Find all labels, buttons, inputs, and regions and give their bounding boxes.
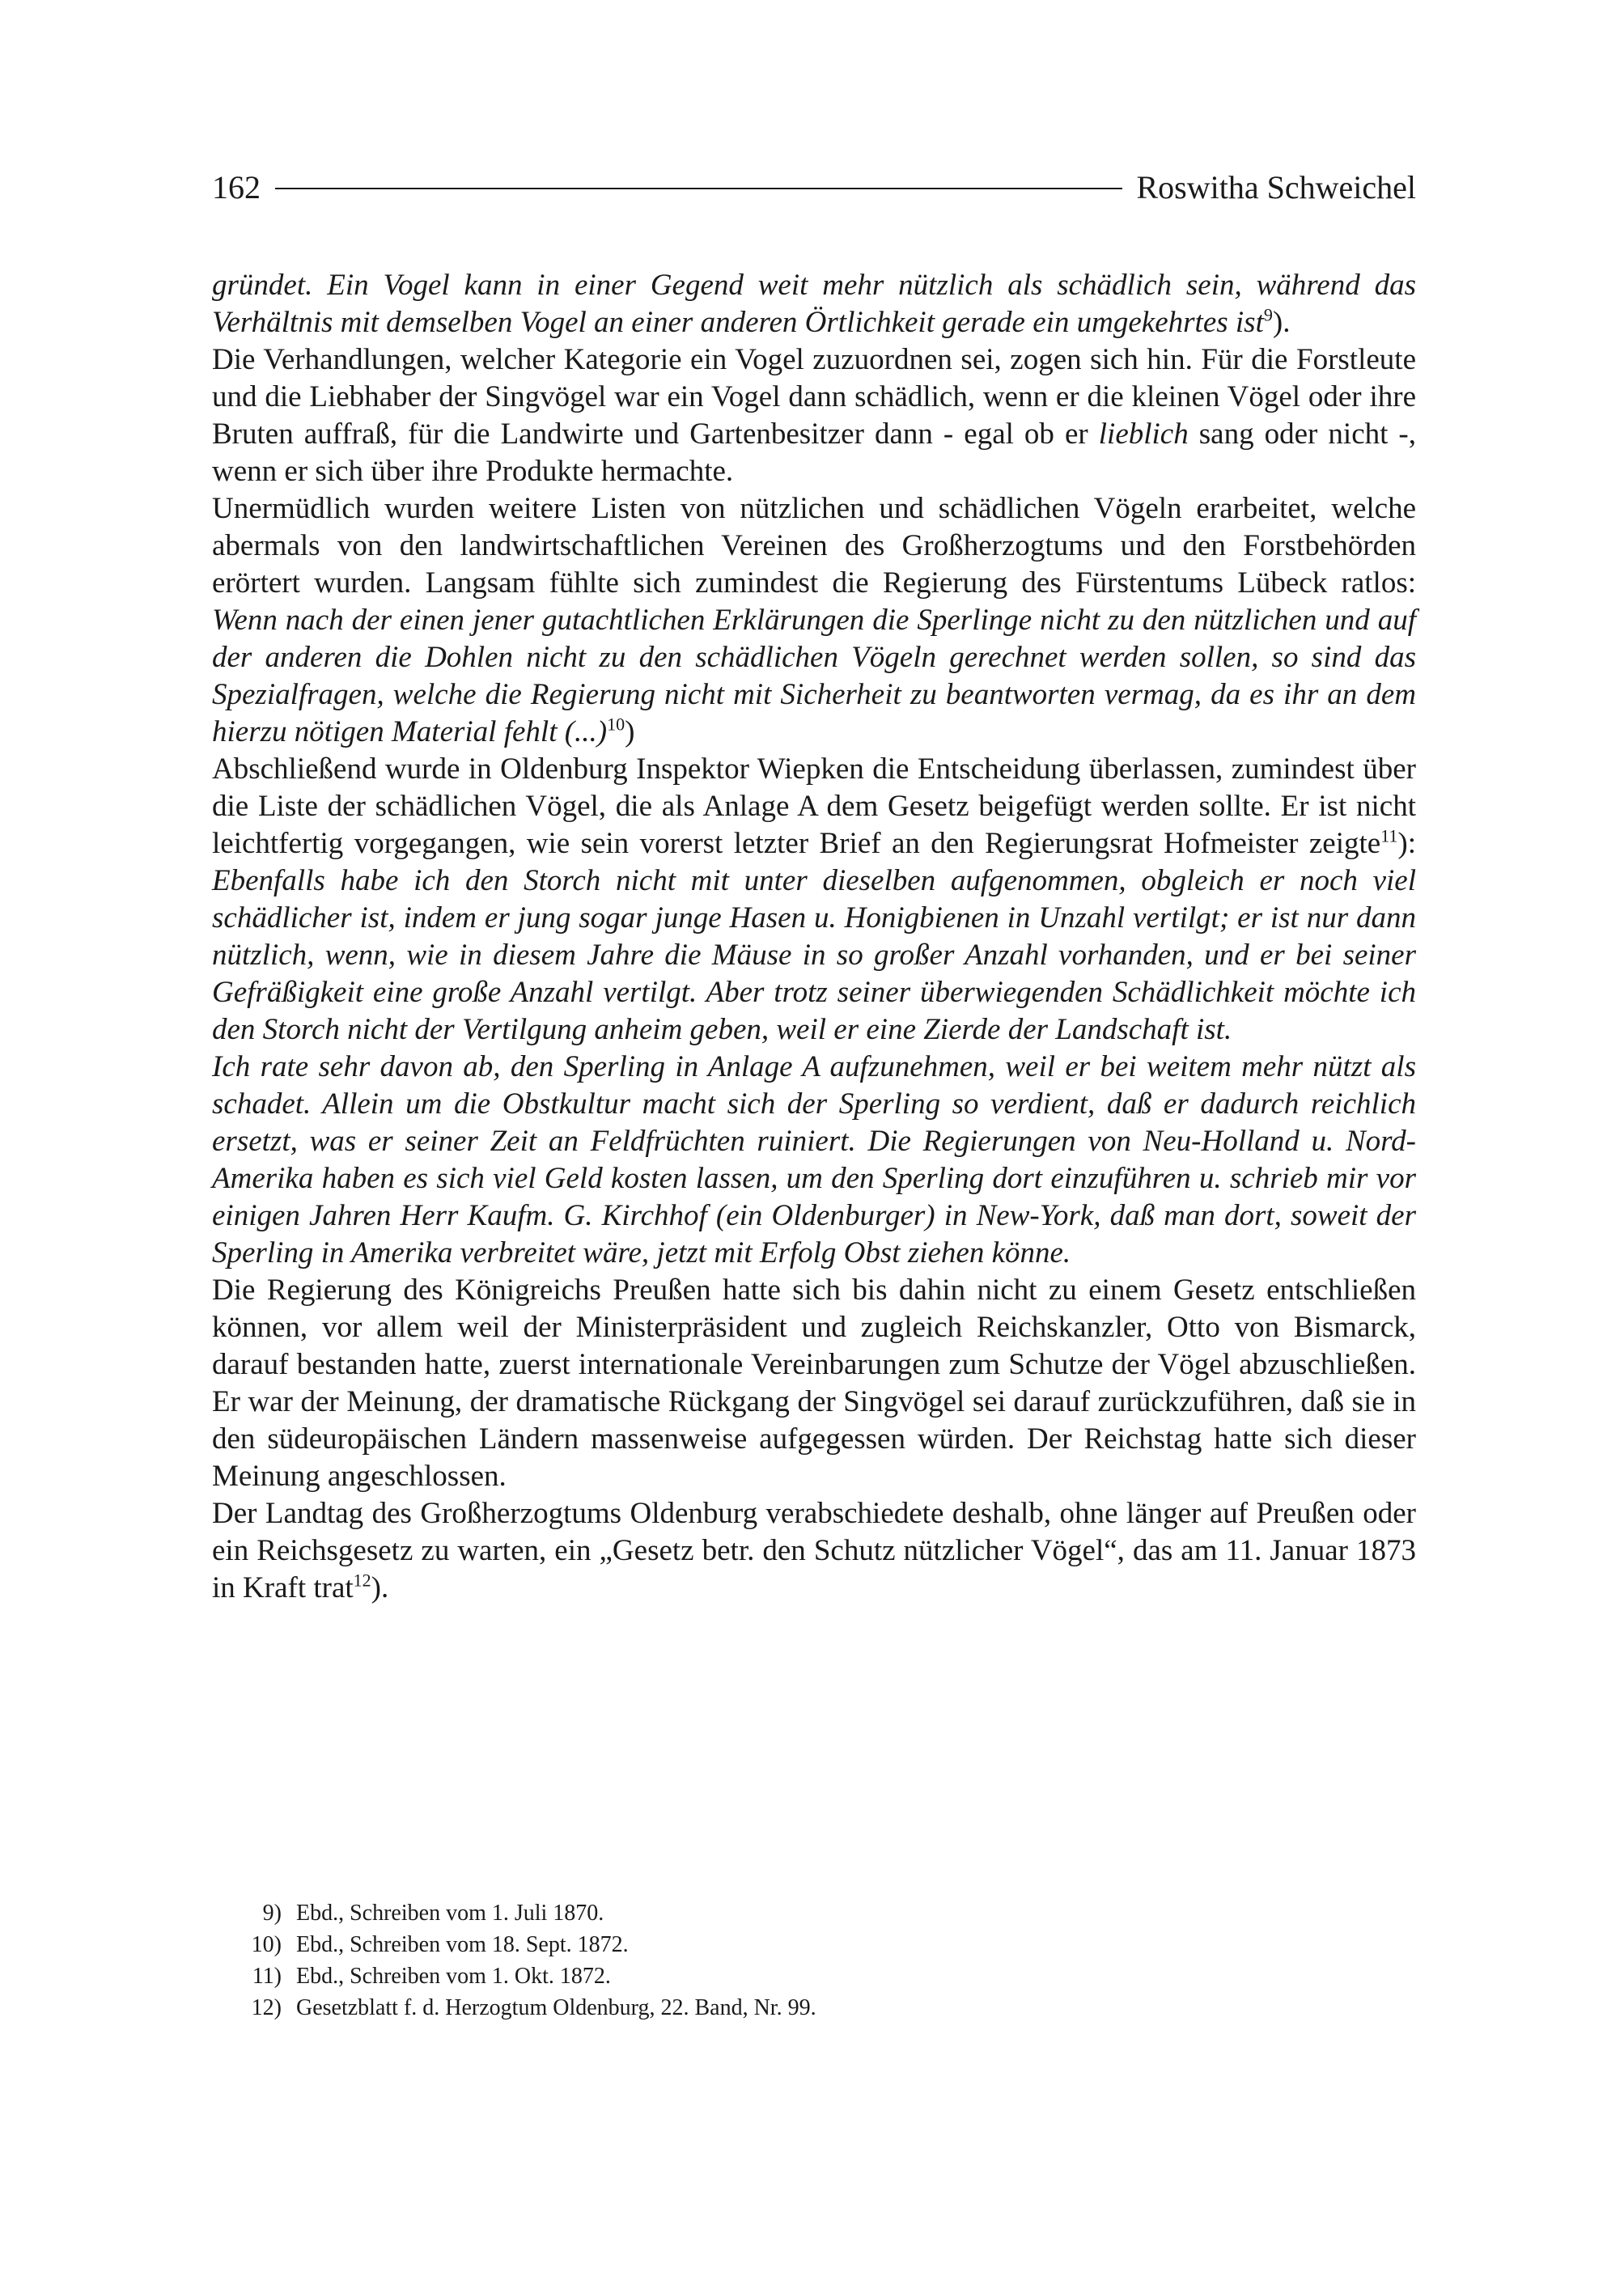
footnote-number: 9) — [262, 1901, 282, 1926]
paragraph-2 — [212, 341, 1416, 490]
italic-text: Ebenfalls habe ich den Storch nicht mit unter dieselben aufgenommen, obgleich er noch viel schädlicher ist, indem er jung sogar junge Hasen u. Honigbienen in Unzahl vertilgt; er ist nur dann nützlich, wenn, wie in diesem Jahre die Mäuse in so großer Anzahl vorhanden, und er bei seiner Gefräßigkeit eine große Anzahl vertilgt. Aber trotz seiner überwiegenden Schädlichkeit möchte ich den Storch nicht der Vertilgung anheim geben, weil er eine Zierde der Landschaft ist. — [212, 864, 1416, 1046]
text-run: ). — [371, 1571, 389, 1604]
italic-text: Wenn nach der einen jener gutachtlichen Erklärungen die Sperlinge nicht zu den nützlichen und auf der anderen die Dohlen nicht zu den schädlichen Vögeln gerechnet werden sollen, so sind das Spezialfragen, welche die Regierung nicht mit Sicherheit zu beantworten vermag, da es ihr an dem hierzu nötigen Material fehlt (...) — [212, 604, 1416, 748]
body-text — [212, 267, 1416, 1607]
text-run: ): — [1397, 827, 1416, 860]
paragraph-3 — [212, 490, 1416, 751]
footnote-ref: 10 — [607, 714, 625, 735]
text-run: ) — [625, 715, 635, 748]
italic-text: gründet. Ein Vogel kann in einer Gegend weit mehr nützlich als schädlich sein, während das Verhältnis mit demselben Vogel an einer anderen Örtlichkeit gerade ein umgekehrtes ist — [212, 269, 1416, 339]
page-number: 162 — [212, 168, 261, 206]
footnotes — [212, 1897, 1416, 2024]
footnote — [212, 1897, 1416, 1929]
footnote-ref: 12 — [353, 1570, 371, 1591]
footnote-number: 11) — [252, 1964, 282, 1989]
text-run: Der Landtag des Großherzogtums Oldenburg verabschiedete deshalb, ohne länger auf Preußen oder ein Reichsgesetz zu warten, ein „Gesetz betr. den Schutz nützlicher Vögel“, das am 11. Januar 1873 in Kraft trat — [212, 1497, 1416, 1604]
footnote-ref: 9 — [1263, 304, 1273, 325]
italic-text: Ich rate sehr davon ab, den Sperling in Anlage A aufzunehmen, weil er bei weitem mehr nützt als schadet. Allein um die Obstkultur macht sich der Sperling so verdient, daß er dadurch reichlich ersetzt, was er seiner Zeit an Feldfrüchten ruiniert. Die Regierungen von Neu-Holland u. Nord-Amerika haben es sich viel Geld kosten lassen, um den Sperling dort einzuführen u. schrieb mir vor einigen Jahren Herr Kaufm. G. Kirchhof (ein Oldenburger) in New-York, daß man dort, soweit der Sperling in Amerika verbreitet wäre, jetzt mit Erfolg Obst ziehen könne. — [212, 1050, 1416, 1269]
footnote-ref: 11 — [1380, 825, 1398, 846]
footnote — [212, 1929, 1416, 1960]
text-run: ). — [1272, 306, 1291, 339]
paragraph-7 — [212, 1495, 1416, 1607]
paragraph-6 — [212, 1272, 1416, 1495]
footnote-number: 10) — [251, 1932, 282, 1957]
paragraph-1 — [212, 267, 1416, 341]
footnote-text: Ebd., Schreiben vom 1. Okt. 1872. — [296, 1964, 611, 1989]
text-run: Die Regierung des Königreichs Preußen hatte sich bis dahin nicht zu einem Gesetz entschließen können, vor allem weil der Ministerpräsident und zugleich Reichskanzler, Otto von Bismarck, darauf bestanden hatte, zuerst internationale Vereinbarungen zum Schutze der Vögel abzuschließen. Er war der Meinung, der dramatische Rückgang der Singvögel sei darauf zurückzuführen, daß sie in den südeuropäischen Ländern massenweise aufgegessen würden. Der Reichstag hatte sich dieser Meinung angeschlossen. — [212, 1274, 1416, 1493]
footnote — [212, 1992, 1416, 2024]
text-run: Abschließend wurde in Oldenburg Inspektor Wiepken die Entscheidung überlassen, zumindest über die Liste der schädlichen Vögel, die als Anlage A dem Gesetz beigefügt werden sollte. Er ist nicht leichtfertig vorgegangen, wie sein vorerst letzter Brief an den Regierungsrat Hofmeister zeigte — [212, 752, 1416, 860]
footnote-number: 12) — [251, 1995, 282, 2020]
paragraph-4 — [212, 751, 1416, 1049]
text-run: Unermüdlich wurden weitere Listen von nützlichen und schädlichen Vögeln erarbeitet, welche abermals von den landwirtschaftlichen Vereinen des Großherzogtums und den Forstbehörden erörtert wurden. Langsam fühlte sich zumindest die Regierung des Fürstentums Lübeck ratlos: — [212, 492, 1416, 600]
footnote-text: Ebd., Schreiben vom 18. Sept. 1872. — [296, 1932, 629, 1957]
header-rule — [275, 188, 1122, 189]
running-head — [212, 166, 1416, 208]
footnote — [212, 1960, 1416, 1992]
text-run: sang oder nicht -, wenn er sich über ihre Produkte hermachte. — [212, 417, 1417, 488]
text-run: Die Verhandlungen, welcher Kategorie ein Vogel zuzuordnen sei, zogen sich hin. Für die Forstleute und die Liebhaber der Singvögel war ein Vogel dann schädlich, wenn er die kleinen Vögel oder ihre Bruten auffraß, für die Landwirte und Gartenbesitzer dann - egal ob er — [212, 343, 1416, 451]
footnote-text: Ebd., Schreiben vom 1. Juli 1870. — [296, 1901, 604, 1926]
footnote-text: Gesetzblatt f. d. Herzogtum Oldenburg, 22. Band, Nr. 99. — [296, 1995, 816, 2020]
running-head-author: Roswitha Schweichel — [1136, 168, 1416, 206]
paragraph-5 — [212, 1049, 1416, 1272]
italic-text: lieblich — [1098, 417, 1189, 451]
